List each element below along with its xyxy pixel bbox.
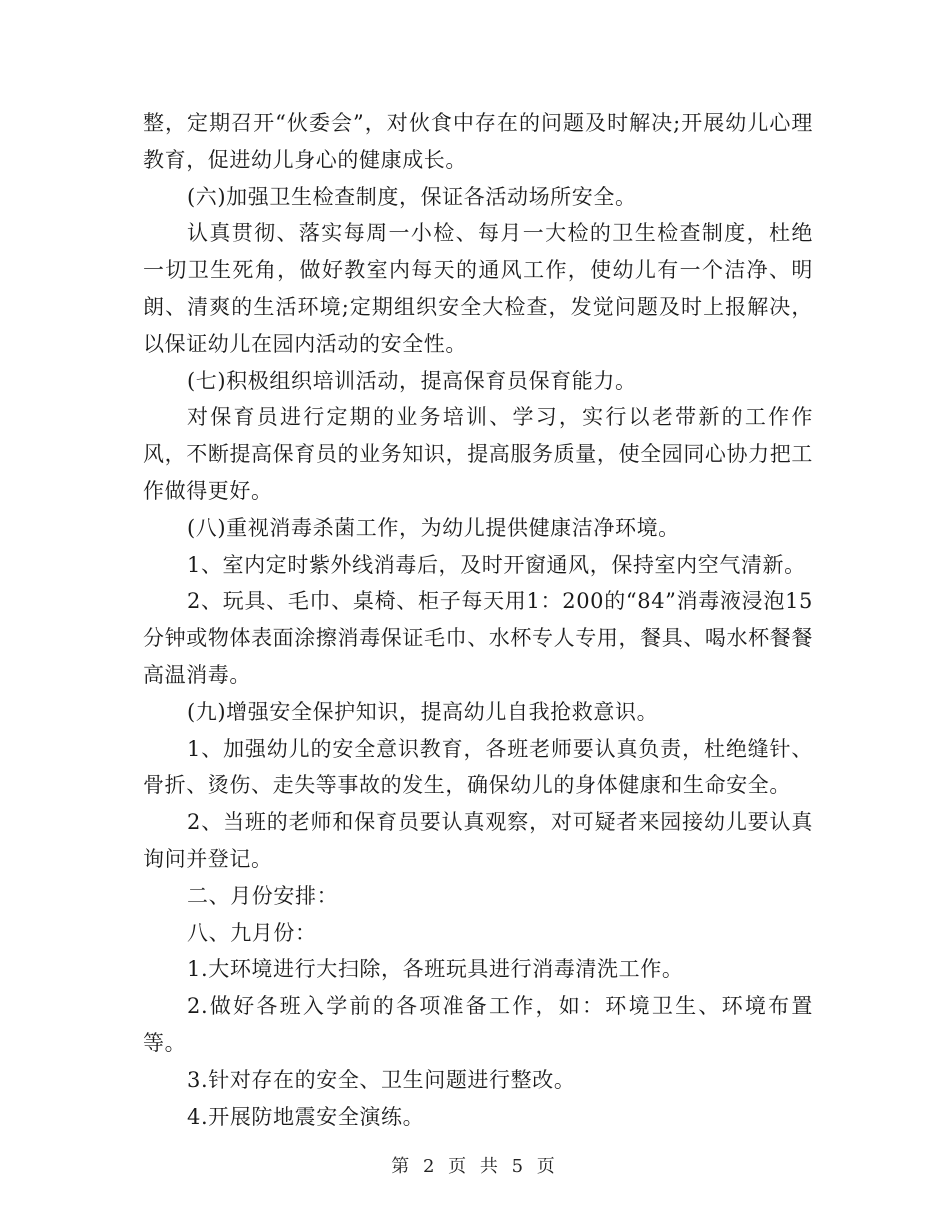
paragraph-continuation: 整，定期召开“伙委会”，对伙食中存在的问题及时解决;开展幼儿心理教育，促进幼儿身心的健康成长。 bbox=[143, 111, 813, 172]
section-heading-7: (七)积极组织培训活动，提高保育员保育能力。 bbox=[187, 368, 637, 393]
list-item-month-2: 2.做好各班入学前的各项准备工作，如：环境卫生、环境布置等。 bbox=[143, 994, 813, 1055]
list-item-month-4: 4.开展防地震安全演练。 bbox=[187, 1104, 425, 1129]
list-item-safety-1: 1、加强幼儿的安全意识教育，各班老师要认真负责，杜绝缝针、骨折、烫伤、走失等事故的发生，确保幼儿的身体健康和生命安全。 bbox=[143, 736, 813, 798]
list-item-disinfection-2: 2、玩具、毛巾、桌椅、柜子每天用1：200的“84”消毒液浸泡15分钟或物体表面涂擦消毒保证毛巾、水杯专人专用，餐具、喝水杯餐餐高温消毒。 bbox=[143, 589, 813, 687]
month-heading-aug-sep: 八、九月份： bbox=[187, 920, 317, 945]
list-item-month-1: 1.大环境进行大扫除，各班玩具进行消毒清洗工作。 bbox=[187, 957, 684, 982]
section-heading-8: (八)重视消毒杀菌工作，为幼儿提供健康洁净环境。 bbox=[187, 515, 680, 540]
list-item-month-3: 3.针对存在的安全、卫生问题进行整改。 bbox=[187, 1067, 576, 1092]
document-body bbox=[143, 105, 813, 1135]
section-heading-9: (九)增强安全保护知识，提高幼儿自我抢救意识。 bbox=[187, 699, 659, 724]
page-number-footer: 第 2 页 共 5 页 bbox=[391, 1156, 559, 1177]
section-heading-monthly-plan: 二、月份安排： bbox=[187, 883, 339, 908]
list-item-safety-2: 2、当班的老师和保育员要认真观察，对可疑者来园接幼儿要认真询问并登记。 bbox=[143, 810, 813, 871]
section-heading-6: (六)加强卫生检查制度，保证各活动场所安全。 bbox=[187, 184, 637, 209]
paragraph-hygiene-inspection: 认真贯彻、落实每周一小检、每月一大检的卫生检查制度，杜绝一切卫生死角，做好教室内每天的通风工作，使幼儿有一个洁净、明朗、清爽的生活环境;定期组织安全大检查，发觉问题及时上报解决，以保证幼儿在园内活动的安全性。 bbox=[143, 221, 813, 356]
paragraph-training: 对保育员进行定期的业务培训、学习，实行以老带新的工作作风，不断提高保育员的业务知识，提高服务质量，使全园同心协力把工作做得更好。 bbox=[143, 405, 813, 503]
list-item-disinfection-1: 1、室内定时紫外线消毒后，及时开窗通风，保持室内空气清新。 bbox=[187, 552, 806, 577]
